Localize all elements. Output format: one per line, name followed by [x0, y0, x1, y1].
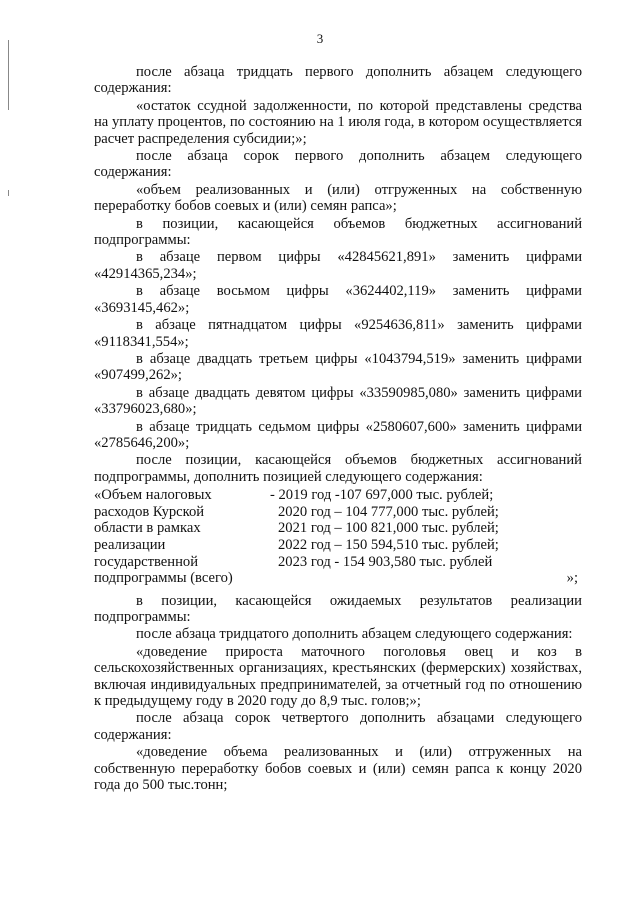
table-right-column [270, 487, 582, 587]
paragraph: после абзаца сорок первого дополнить абзацем следующего содержания: [94, 148, 582, 181]
table-closing-quote: »; [566, 570, 578, 587]
table-left-column [94, 487, 270, 587]
table-label-line: области в рамках [94, 520, 201, 537]
paragraph: «объем реализованных и (или) отгруженных на собственную переработку бобов соевых и (или) семян рапса»; [94, 181, 582, 215]
table-value-line: 2023 год - 154 903,580 тыс. рублей [278, 553, 493, 570]
table-value-line: 2021 год – 100 821,000 тыс. рублей; [278, 520, 499, 537]
paragraph: «остаток ссудной задолженности, по которой представлены средства на уплату процентов, по состоянию на 1 июля года, в котором осуществляется расчет распределения субсидии;»; [94, 97, 582, 147]
paragraph: в позиции, касающейся объемов бюджетных ассигнований подпрограммы: [94, 215, 582, 249]
margin-tick [8, 190, 9, 196]
paragraph: после абзаца сорок четвертого дополнить абзацами следующего содержания: [94, 710, 582, 743]
document-body [94, 64, 582, 794]
table-value-line: - 2019 год -107 697,000 тыс. рублей; [270, 487, 494, 504]
table-label-line: реализации [94, 536, 166, 553]
paragraph: в абзаце восьмом цифры «3624402,119» заменить цифрами «3693145,462»; [94, 283, 582, 316]
table-value-line [270, 570, 582, 587]
paragraph: после абзаца тридцатого дополнить абзацем следующего содержания: [136, 626, 573, 643]
paragraph: в абзаце двадцать девятом цифры «33590985,080» заменить цифрами «33796023,680»; [94, 384, 582, 418]
paragraph: в абзаце тридцать седьмом цифры «2580607,600» заменить цифрами «2785646,200»; [94, 418, 582, 451]
table-label-line: «Объем налоговых [94, 487, 212, 504]
table-label-line: подпрограммы (всего) [94, 570, 233, 587]
paragraph: в позиции, касающейся ожидаемых результатов реализации подпрограммы: [94, 592, 582, 625]
table-value-line: 2022 год – 150 594,510 тыс. рублей; [278, 536, 499, 553]
paragraph: в абзаце первом цифры «42845621,891» заменить цифрами «42914365,234»; [94, 249, 582, 282]
paragraph: после позиции, касающейся объемов бюджетных ассигнований подпрограммы, дополнить позицией следующего содержания: [94, 452, 582, 485]
margin-line [8, 40, 9, 110]
tax-expenditure-table [94, 487, 582, 587]
paragraph: в абзаце пятнадцатом цифры «9254636,811» заменить цифрами «9118341,554»; [94, 317, 582, 350]
paragraph: «доведение прироста маточного поголовья овец и коз в сельскохозяйственных организациях, крестьянских (фермерских) хозяйствах, включая индивидуальных предпринимателей, за отчетный год по отношению к предыдущему году в 2020 году до 8,9 тыс. голов;»; [94, 643, 582, 709]
table-label-line: государственной [94, 553, 199, 570]
table-label-line: расходов Курской [94, 503, 205, 520]
page-number: 3 [316, 31, 324, 46]
table-value-line: 2020 год – 104 777,000 тыс. рублей; [278, 503, 499, 520]
paragraph: в абзаце двадцать третьем цифры «1043794,519» заменить цифрами «907499,262»; [94, 350, 582, 384]
paragraph: после абзаца тридцать первого дополнить абзацем следующего содержания: [94, 64, 582, 97]
paragraph: «доведение объема реализованных и (или) отгруженных на собственную переработку бобов соевых и (или) семян рапса к концу 2020 года до 500 тыс.тонн; [94, 744, 582, 793]
